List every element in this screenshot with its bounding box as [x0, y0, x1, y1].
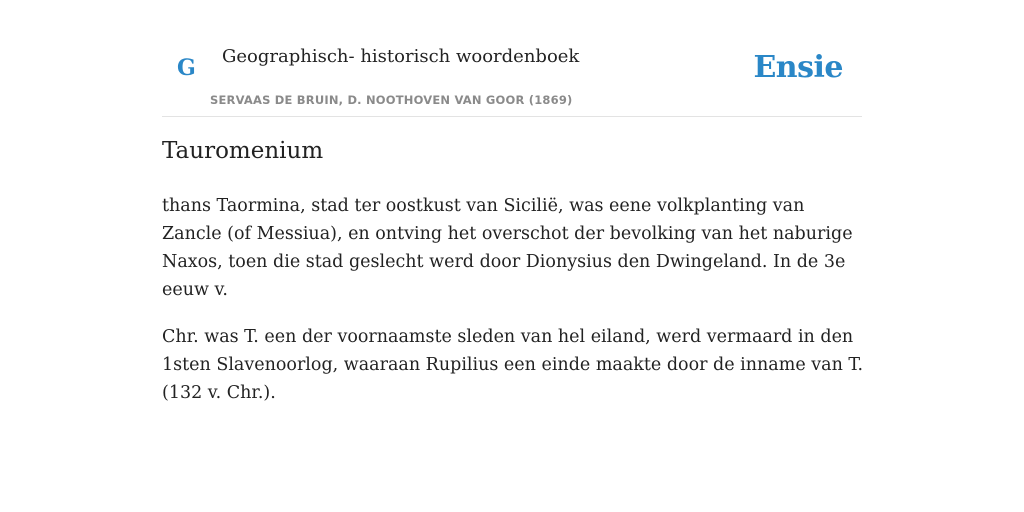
dictionary-header: [162, 0, 862, 117]
book-author: SERVAAS DE BRUIN, D. NOOTHOVEN VAN GOOR (1869): [210, 93, 573, 107]
book-title-link[interactable]: Geographisch- historisch woordenboek: [222, 46, 580, 67]
entry-paragraph: Chr. was T. een der voornaamste sleden van hel eiland, werd vermaard in den 1sten Slavenoorlog, waaraan Rupilius een einde maakte door de inname van T. (132 v. Chr.).: [162, 327, 864, 403]
entry-title: Tauromenium: [162, 138, 324, 164]
entry-paragraph: thans Taormina, stad ter oostkust van Sicilië, was eene volkplanting van Zancle (of Messiua), en ontving het overschot der bevolking van het naburige Naxos, toen die stad geslecht werd door Dionysius den Dwingeland. In de 3e eeuw v.: [162, 196, 853, 300]
book-initial-icon[interactable]: G: [177, 55, 196, 81]
ensie-logo[interactable]: Ensie: [753, 50, 843, 85]
entry-body: [162, 192, 868, 426]
